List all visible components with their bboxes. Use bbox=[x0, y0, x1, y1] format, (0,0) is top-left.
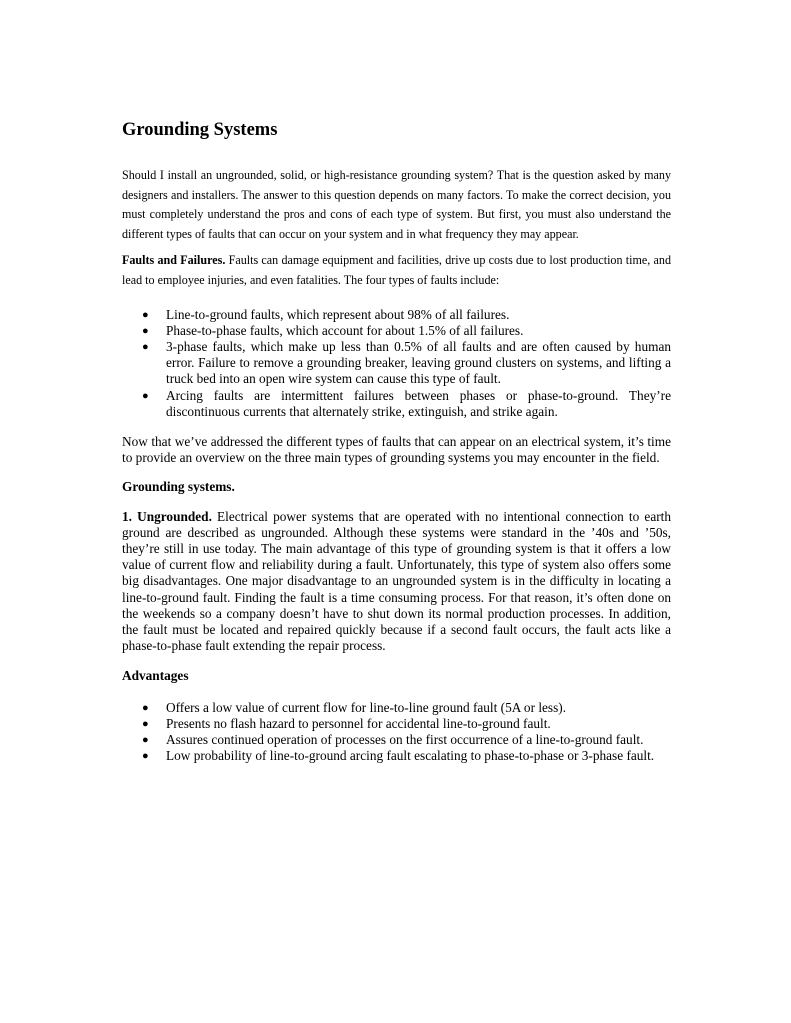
list-item-text: Assures continued operation of processes on the first occurrence of a line-to-ground fault. bbox=[166, 732, 644, 748]
list-item-text: Presents no flash hazard to personnel for accidental line-to-ground fault. bbox=[166, 715, 551, 731]
list-item bbox=[122, 732, 671, 748]
grounding-systems-heading: Grounding systems. bbox=[122, 479, 235, 495]
list-item-text: Offers a low value of current flow for line-to-line ground fault (5A or less). bbox=[166, 699, 567, 715]
list-item bbox=[122, 748, 671, 764]
list-item-text: Phase-to-phase faults, which account for about 1.5% of all failures. bbox=[166, 322, 524, 338]
advantages-list bbox=[122, 700, 671, 765]
list-item bbox=[122, 388, 671, 420]
bullet-icon: ● bbox=[142, 734, 149, 747]
bullet-icon: ● bbox=[142, 701, 149, 714]
list-item bbox=[122, 323, 671, 339]
bullet-icon: ● bbox=[142, 750, 149, 763]
list-item-text: Arcing faults are intermittent failures between phases or phase-to-ground. They’re discontinuous currents that alternately strike, extinguish, and strike again. bbox=[166, 387, 671, 419]
list-item-text: 3-phase faults, which make up less than 0.5% of all faults and are often caused by human error. Failure to remove a grounding breaker, leaving ground clusters on systems, and lifting a truck bed into an open wire system can cause this type of fault. bbox=[166, 338, 671, 387]
faults-paragraph bbox=[122, 251, 671, 290]
bullet-icon: ● bbox=[142, 308, 149, 321]
list-item bbox=[122, 307, 671, 323]
advantages-heading: Advantages bbox=[122, 668, 189, 684]
bullet-icon: ● bbox=[142, 324, 149, 337]
list-item-text: Line-to-ground faults, which represent about 98% of all failures. bbox=[166, 306, 510, 322]
overview-paragraph: Now that we’ve addressed the different types of faults that can appear on an electrical system, it’s time to provide an overview on the three main types of grounding systems you may encounter in the field. bbox=[122, 433, 671, 466]
document-page bbox=[122, 118, 671, 764]
ungrounded-lead: 1. Ungrounded. bbox=[122, 508, 212, 524]
bullet-icon: ● bbox=[142, 340, 149, 353]
list-item-text: Low probability of line-to-ground arcing fault escalating to phase-to-phase or 3-phase fault. bbox=[166, 748, 655, 764]
list-item bbox=[122, 716, 671, 732]
fault-types-list bbox=[122, 307, 671, 420]
ungrounded-paragraph bbox=[122, 509, 671, 655]
faults-lead: Faults and Failures. bbox=[122, 253, 226, 268]
document-title: Grounding Systems bbox=[122, 120, 278, 140]
list-item bbox=[122, 700, 671, 716]
intro-paragraph: Should I install an ungrounded, solid, or high-resistance grounding system? That is the question asked by many designers and installers. The answer to this question depends on many factors. To make the correct decision, you must completely understand the pros and cons of each type of system. But first, you must also understand the different types of faults that can occur on your system and in what frequency they may appear. bbox=[122, 168, 671, 241]
bullet-icon: ● bbox=[142, 717, 149, 730]
ungrounded-text: Electrical power systems that are operated with no intentional connection to earth ground are described as ungrounded. Although these systems were standard in the ’40s and ’50s, they’re still in use today. The main advantage of this type of grounding system is that it offers a low value of current flow and reliability during a fault. Unfortunately, this type of system also offers some big disadvantages. One major disadvantage to an ungrounded system is in the difficulty in locating a line-to-ground fault. Finding the fault is a time consuming process. For that reason, it’s often done on the weekends so a company doesn’t have to shut down its normal production processes. In addition, the fault must be located and repaired quickly because if a second fault occurs, the fault acts like a phase-to-phase fault extending the repair process. bbox=[122, 508, 671, 654]
list-item bbox=[122, 339, 671, 388]
bullet-icon: ● bbox=[142, 389, 149, 402]
faults-text: Faults can damage equipment and facilities, drive up costs due to lost production time, and lead to employee injuries, and even fatalities. The four types of faults include: bbox=[122, 253, 671, 287]
